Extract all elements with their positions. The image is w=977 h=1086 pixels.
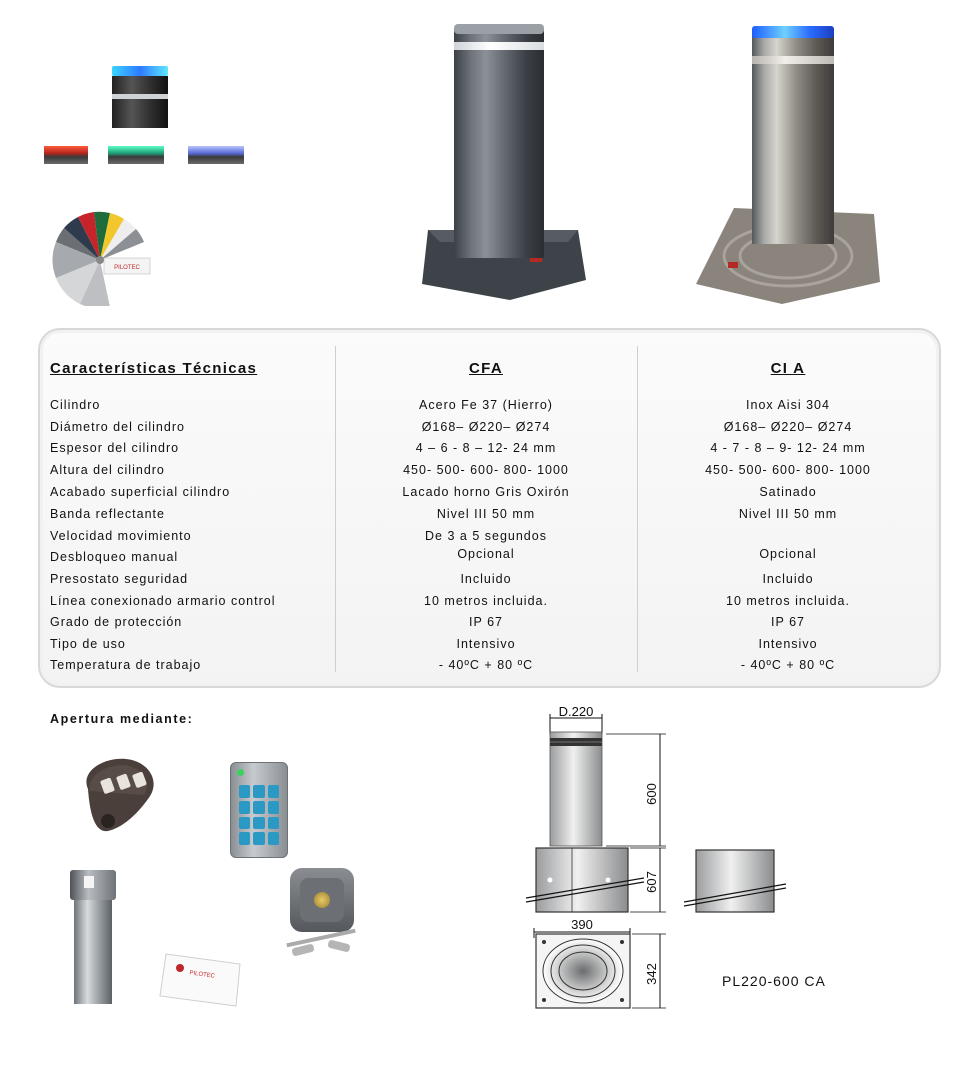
spec-row-cia: Ø168– Ø220– Ø274	[723, 420, 853, 434]
spec-row-cfa: Acero Fe 37 (Hierro)	[419, 398, 553, 412]
remote-control-icon	[76, 755, 160, 837]
model-label: PL220-600 CA	[722, 973, 826, 989]
spec-row-cia: - 40ºC + 80 ºC	[740, 658, 836, 672]
led-bollard-thumbnail	[112, 66, 168, 128]
spec-row-cfa: Lacado horno Gris Oxirón	[402, 485, 570, 499]
spec-row-cia: Intensivo	[758, 637, 818, 651]
spec-row-cfa: Ø168– Ø220– Ø274	[421, 420, 551, 434]
spec-row-cfa: 4 – 6 - 8 – 12- 24 mm	[415, 441, 557, 455]
color-fan-brand-text: PILOTEC	[114, 265, 140, 271]
spec-row-label: Desbloqueo manual	[50, 550, 179, 564]
spec-row-cfa: Intensivo	[456, 637, 516, 651]
spec-row-label: Temperatura de trabajo	[50, 658, 202, 672]
card-brand-text: PILOTEC	[189, 970, 216, 980]
apertura-title: Apertura mediante:	[50, 712, 194, 726]
dim-base-depth-label: 342	[644, 963, 659, 985]
spec-row-label: Altura del cilindro	[50, 463, 165, 477]
key-switch-icon	[286, 868, 358, 964]
spec-row-cia: 450- 500- 600- 800- 1000	[705, 463, 871, 477]
spec-row-cia: IP 67	[771, 615, 805, 629]
cfa-bollard-image	[418, 20, 588, 302]
spec-row-cia: Opcional	[759, 547, 817, 561]
dim-height-label: 600	[644, 783, 659, 805]
spec-table	[38, 328, 941, 688]
spec-row-label: Presostato seguridad	[50, 572, 189, 586]
spec-row-cia: Nivel III 50 mm	[738, 507, 838, 521]
access-card-icon	[158, 948, 244, 1010]
spec-row-cia: Satinado	[759, 485, 817, 499]
spec-row-label: Línea conexionado armario control	[50, 594, 276, 608]
technical-drawing	[516, 702, 806, 1014]
spec-row-label: Diámetro del cilindro	[50, 420, 185, 434]
spec-header-label: Características Técnicas	[50, 360, 258, 377]
led-strip-blue	[188, 146, 244, 164]
spec-row-cfa: - 40ºC + 80 ºC	[438, 658, 534, 672]
cia-bollard-image	[694, 24, 880, 308]
dim-diameter-label: D.220	[558, 704, 594, 719]
spec-row-cfa: Opcional	[457, 547, 515, 561]
spec-row-cfa: 10 metros incluida.	[424, 594, 548, 608]
led-strip-green	[108, 146, 164, 164]
spec-row-cfa: IP 67	[469, 615, 503, 629]
spec-header-cfa: CFA	[469, 360, 503, 377]
column-reader-icon	[70, 870, 116, 1004]
spec-row-label: Grado de protección	[50, 615, 183, 629]
spec-row-cia: Incluido	[762, 572, 814, 586]
spec-row-cfa: Incluido	[460, 572, 512, 586]
spec-header-cia: CI A	[770, 360, 806, 377]
spec-row-label: Acabado superficial cilindro	[50, 485, 231, 499]
spec-row-cia: Inox Aisi 304	[746, 398, 830, 412]
led-strip-red	[44, 146, 88, 164]
dim-base-width-label: 390	[571, 917, 593, 932]
spec-row-cfa: De 3 a 5 segundos	[425, 529, 547, 543]
spec-row-cfa: 450- 500- 600- 800- 1000	[403, 463, 569, 477]
spec-row-label: Banda reflectante	[50, 507, 165, 521]
spec-row-label: Tipo de uso	[50, 637, 126, 651]
spec-row-label: Cilindro	[50, 398, 101, 412]
spec-row-cia: 4 - 7 - 8 – 9- 12- 24 mm	[710, 441, 866, 455]
spec-row-label: Velocidad movimiento	[50, 529, 192, 543]
dim-box-height-label: 607	[644, 871, 659, 893]
spec-row-cfa: Nivel III 50 mm	[436, 507, 536, 521]
spec-row-label: Espesor del cilindro	[50, 441, 180, 455]
keypad-icon	[230, 762, 288, 858]
spec-row-cia: 10 metros incluida.	[726, 594, 850, 608]
color-swatch-fan	[52, 208, 156, 306]
